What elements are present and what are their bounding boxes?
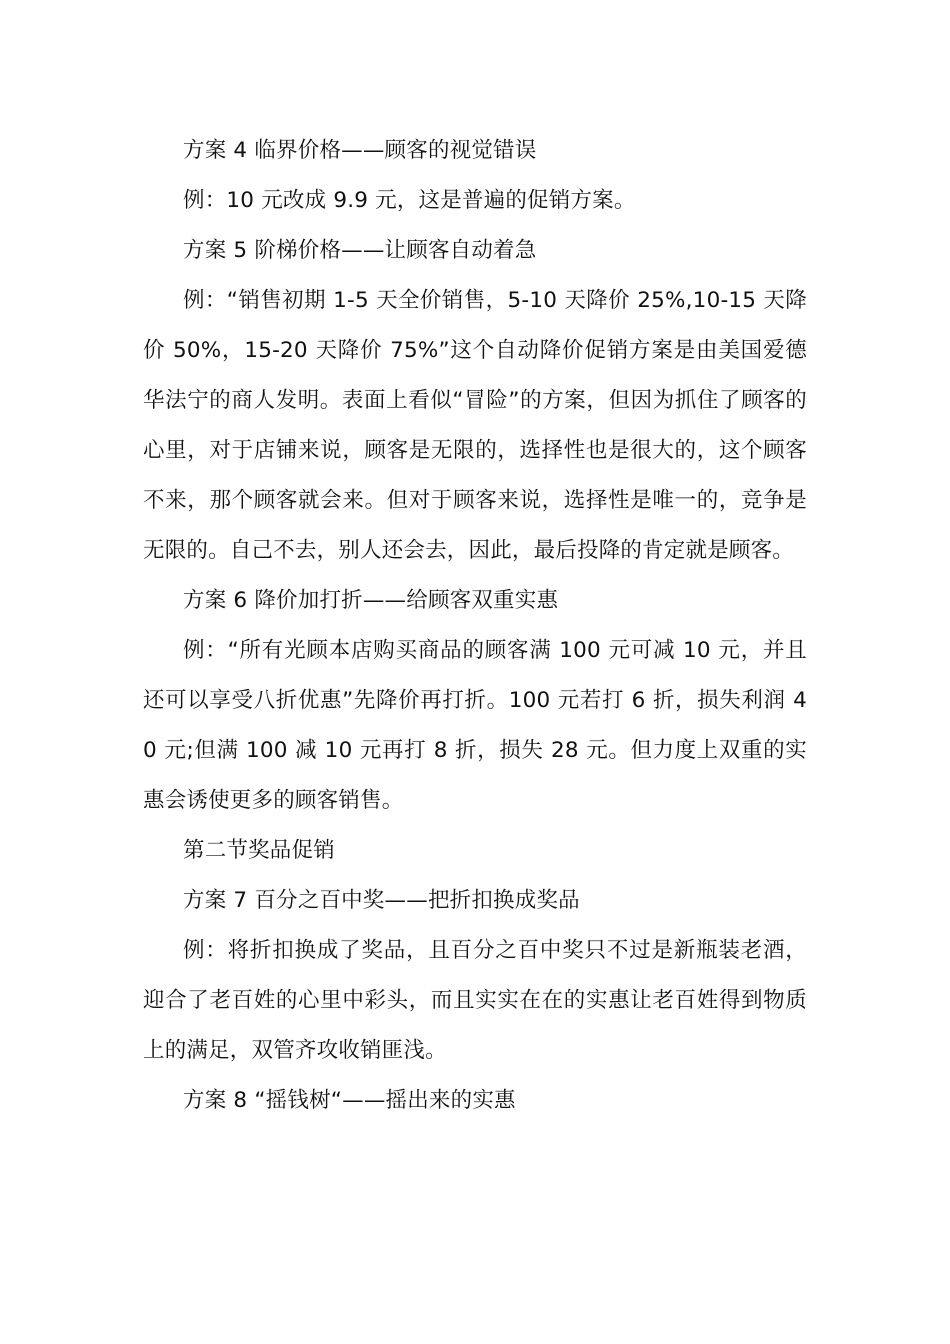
- document-page: [143, 126, 807, 1126]
- section-heading-2: 第二节奖品促销: [183, 838, 335, 863]
- heading-plan-8: 方案 8 “摇钱树“——摇出来的实惠: [183, 1088, 516, 1113]
- example-plan-4: 例：10 元改成 9.9 元，这是普遍的促销方案。: [183, 188, 636, 213]
- example-plan-7: 例：将折扣换成了奖品，且百分之百中奖只不过是新瓶装老酒，迎合了老百姓的心里中彩头，而且实实在在的实惠让老百姓得到物质上的满足，双管齐攻收销匪浅。: [143, 938, 807, 1063]
- heading-plan-5: 方案 5 阶梯价格——让顾客自动着急: [183, 238, 537, 263]
- heading-plan-6: 方案 6 降价加打折——给顾客双重实惠: [183, 588, 559, 613]
- heading-plan-7: 方案 7 百分之百中奖——把折扣换成奖品: [183, 888, 580, 913]
- example-plan-6: 例：“所有光顾本店购买商品的顾客满 100 元可减 10 元，并且还可以享受八折优惠”先降价再打折。100 元若打 6 折，损失利润 40 元;但满 100 减 10 元再打 8 折，损失 28 元。但力度上双重的实惠会诱使更多的顾客销售。: [143, 638, 807, 813]
- heading-plan-4: 方案 4 临界价格——顾客的视觉错误: [183, 138, 537, 163]
- example-plan-5: 例：“销售初期 1-5 天全价销售，5-10 天降价 25%,10-15 天降价 50%，15-20 天降价 75%”这个自动降价促销方案是由美国爱德华法宁的商人发明。表面上看似“冒险”的方案，但因为抓住了顾客的心里，对于店铺来说，顾客是无限的，选择性也是很大的，这个顾客不来，那个顾客就会来。但对于顾客来说，选择性是唯一的，竞争是无限的。自己不去，别人还会去，因此，最后投降的肯定就是顾客。: [143, 288, 807, 563]
